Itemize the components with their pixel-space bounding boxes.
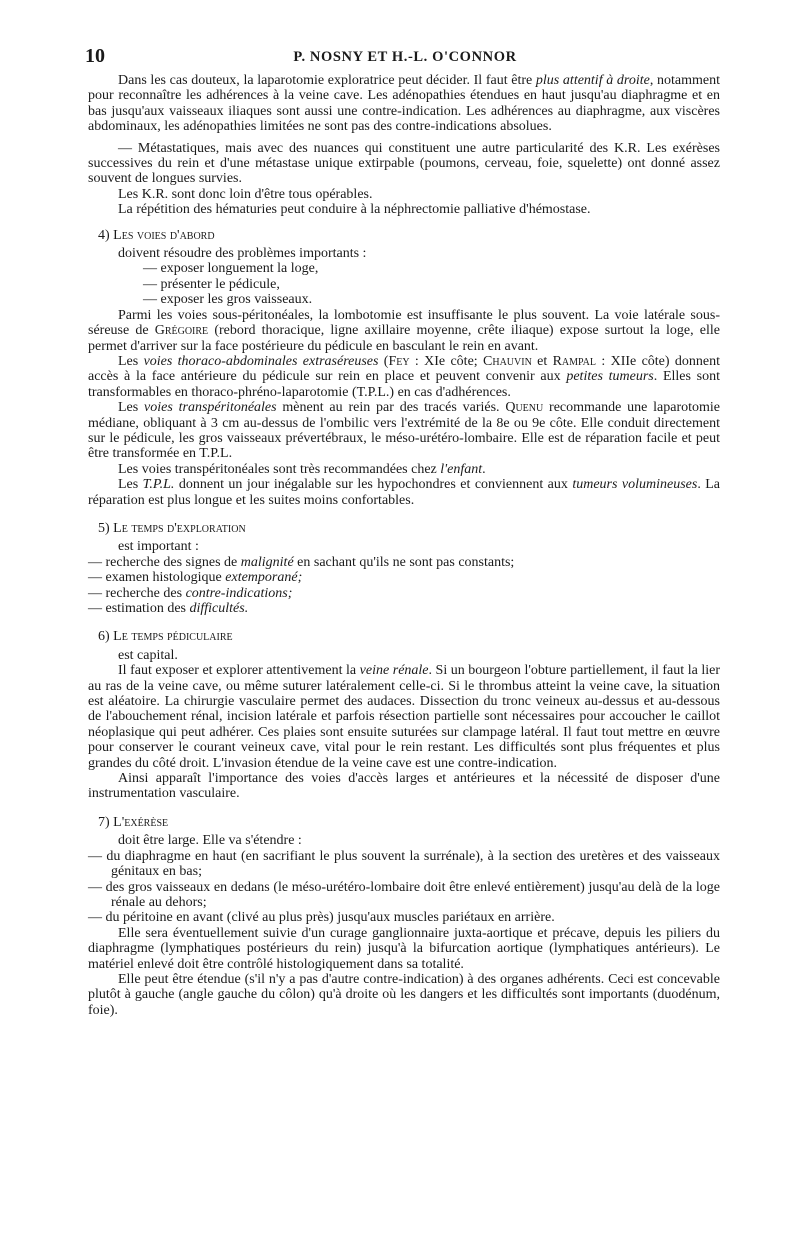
list-item: — recherche des contre-indications;: [88, 585, 293, 601]
paragraph: doit être large. Elle va s'étendre :: [118, 833, 302, 849]
list-item: — examen histologique extemporané;: [88, 570, 303, 586]
paragraph: est important :: [118, 539, 199, 555]
paragraph: Ainsi apparaît l'importance des voies d'accès larges et antérieures et la nécessité de disposer d'une instrumentation vasculaire.: [88, 771, 720, 802]
section-heading: 4) Les voies d'abord: [98, 227, 215, 243]
paragraph: Elle peut être étendue (s'il n'y a pas d'autre contre-indication) à des organes adhérents. Ceci est concevable plutôt à gauche (angle gauche du côlon) qu'à droite où les dangers et les difficultés sont importants (duodénum, foie).: [88, 971, 720, 1018]
paragraph: Parmi les voies sous-péritonéales, la lombotomie est insuffisante le plus souvent. La voie latérale sous-séreuse de Grégoire (rebord thoracique, ligne axillaire moyenne, crête iliaque) expose surtout la loge, elle permet d'arriver sur la face postérieure du pédicule en basculant le rein en avant.: [88, 307, 721, 354]
list-item: — estimation des difficultés.: [88, 601, 249, 616]
page-number: 10: [85, 45, 105, 67]
section-heading: 7) L'exérèse: [98, 814, 169, 830]
body-text: [88, 73, 720, 1018]
list-item: — présenter le pédicule,: [143, 276, 280, 292]
paragraph: Il faut exposer et explorer attentivement la veine rénale. Si un bourgeon l'obture partiellement, il faut la lier au ras de la veine cave, ou même suturer latéralement celle-ci. Si le thrombus atteint la veine cave, la situation est aléatoire. La chirurgie vasculaire permet des audaces. Dissection du tronc veineux au-dessus et au-dessous de l'abouchement rénal, incision latérale et parfois résection partielle sont nécessaires pour accoucher le caillot néoplasique qui peut adhérer. Ces plaies sont ensuite suturées sur clampage latéral. Il faut tout mettre en œuvre pour conserver le courant veineux cave, vital pour le rein restant. Les difficultés sont plus fréquentes et plus grandes du côté droit. L'invasion étendue de la veine cave est une contre-indication.: [88, 663, 720, 771]
paragraph: est capital.: [118, 647, 178, 663]
running-head: P. NOSNY ET H.-L. O'CONNOR: [293, 49, 517, 65]
page-header: [85, 45, 725, 67]
list-item: — recherche des signes de malignité en sachant qu'ils ne sont pas constants;: [88, 554, 515, 570]
paragraph: Les voies transpéritonéales mènent au rein par des tracés variés. Quenu recommande une laparotomie médiane, obliquant à 3 cm au-dessus de l'ombilic vers l'extrémité de la 8e ou 9e côte. Elle conduit directement sur le pédicule, les gros vaisseaux prévertébraux, le méso-urétéro-lombaire. Elle est de réparation facile et peut être transformée en T.P.L.: [88, 400, 721, 462]
list-item: — du péritoine en avant (clivé au plus près) jusqu'aux muscles pariétaux en arrière.: [88, 910, 555, 926]
list-item: — des gros vaisseaux en dedans (le méso-urétéro-lombaire doit être enlevé entièrement) jusqu'au delà de la loge rénale au dehors;: [88, 879, 720, 910]
section-heading: 5) Le temps d'exploration: [98, 520, 246, 536]
paragraph: — Métastatiques, mais avec des nuances qui constituent une autre particularité des K.R. Les exérèses successives du rein et d'une métastase unique extirpable (poumons, cerveau, foie, squelette) ont donné assez souvent de longues survies.: [88, 140, 720, 187]
paragraph: La répétition des hématuries peut conduire à la néphrectomie palliative d'hémostase.: [118, 202, 591, 218]
paragraph: doivent résoudre des problèmes importants :: [118, 246, 367, 262]
list-item: — du diaphragme en haut (en sacrifiant le plus souvent la surrénale), à la section des uretères et des vaisseaux génitaux en bas;: [88, 848, 720, 880]
list-item: — exposer longuement la loge,: [143, 261, 319, 277]
paragraph: Les K.R. sont donc loin d'être tous opérables.: [118, 186, 373, 202]
list-item: — exposer les gros vaisseaux.: [143, 292, 313, 308]
paragraph: Les voies transpéritonéales sont très recommandées chez l'enfant.: [118, 461, 486, 477]
paragraph: Les voies thoraco-abdominales extraséreuses (Fey : XIe côte; Chauvin et Rampal : XIIe côte) donnent accès à la face antérieure du pédicule sur rein en place et peuvent convenir aux petites tumeurs. Elles sont transformables en thoraco-phréno-laparotomie (T.P.L.) en cas d'adhérences.: [88, 353, 720, 400]
paragraph: Les T.P.L. donnent un jour inégalable sur les hypochondres et conviennent aux tumeurs volumineuses. La réparation est plus longue et les suites moins confortables.: [88, 477, 721, 508]
paragraph: Elle sera éventuellement suivie d'un curage ganglionnaire juxta-aortique et précave, depuis les piliers du diaphragme (lymphatiques postérieurs du rein) jusqu'à la bifurcation aortique (lymphatiques antérieurs). Le matériel enlevé doit être contrôlé histologiquement dans sa totalité.: [88, 925, 720, 972]
paragraph: Dans les cas douteux, la laparotomie exploratrice peut décider. Il faut être plus attentif à droite, notamment pour reconnaître les adhérences à la veine cave. Les adénopathies étendues en haut jusqu'au diaphragme et en bas jusqu'aux vaisseaux iliaques sont aussi une contre-indication. Les adhérences au diaphragme, aux viscères abdominaux, les adénopathies limitées ne sont pas des contre-indications absolues.: [88, 73, 720, 135]
section-heading: 6) Le temps pédiculaire: [98, 629, 233, 645]
